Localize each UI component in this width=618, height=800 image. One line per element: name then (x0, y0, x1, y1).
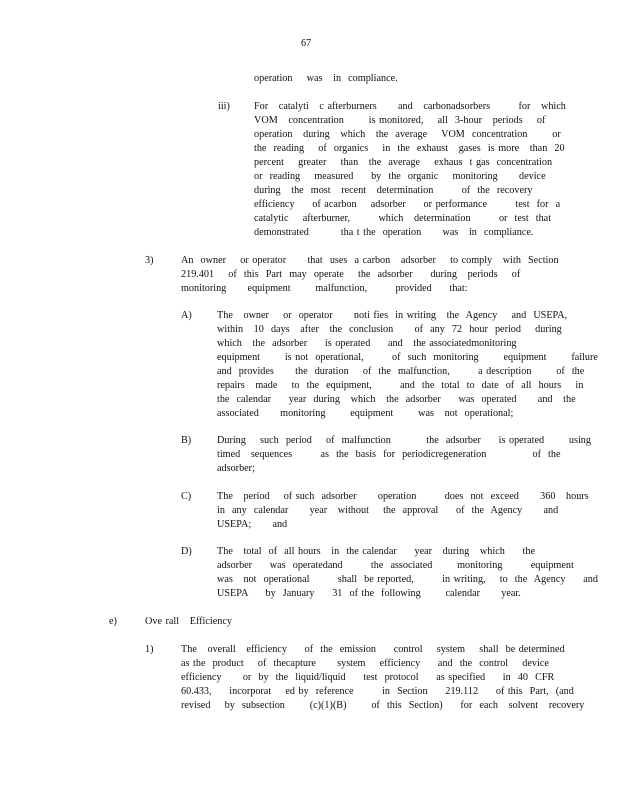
paragraph-line: The total of all hours in the calendar year during which the (217, 546, 535, 557)
continuation-line: operation was in compliance. (254, 73, 398, 84)
paragraph-line: For catalyti c afterburners and carbonadsorbers for which (254, 101, 566, 112)
item-C-label: C) (181, 491, 192, 502)
paragraph-line: efficiency of acarbon adsorber or performance test for a (254, 199, 561, 210)
paragraph-line: demonstrated tha t the operation was in compliance. (254, 227, 534, 238)
paragraph-line: was not operational shall be reported, in writing, to the Agency and (217, 574, 598, 585)
paragraph-line: in any calendar year without the approval of the Agency and (217, 505, 559, 516)
paragraph-line: VOM concentration is monitored, all 3-hour periods of (254, 115, 546, 126)
item-3-paragraph (181, 254, 559, 296)
paragraph-line: During such period of malfunction the adsorber is operated using (217, 435, 591, 446)
paragraph-line: 219.401 of this Part may operate the adsorber during periods of (181, 269, 521, 280)
paragraph-line: and provides the duration of the malfunction, a description of the (217, 366, 585, 377)
item-e-heading: Ove rall Efficiency (145, 616, 232, 627)
paragraph-line: An owner or operator that uses a carbon adsorber to comply with Section (181, 255, 559, 266)
paragraph-line: associated monitoring equipment was not operational; (217, 408, 514, 419)
item-D-paragraph (217, 545, 598, 601)
item-3-label: 3) (145, 255, 154, 266)
item-B-label: B) (181, 435, 192, 446)
item-C-paragraph (217, 490, 589, 532)
paragraph-line: the reading of organics in the exhaust gases is more than 20 (254, 143, 565, 154)
paragraph-line: catalytic afterburner, which determination or test that (254, 213, 552, 224)
paragraph-line: The overall efficiency of the emission control system shall be determined (181, 644, 565, 655)
paragraph-line: USEPA by January 31 of the following calendar year. (217, 588, 521, 599)
paragraph-line: monitoring equipment malfunction, provided that: (181, 283, 468, 294)
paragraph-line: repairs made to the equipment, and the total to date of all hours in (217, 380, 584, 391)
item-iii-label: iii) (218, 101, 230, 112)
paragraph-line: within 10 days after the conclusion of any 72 hour period during (217, 324, 562, 335)
paragraph-line: which the adsorber is operated and the associatedmonitoring (217, 338, 517, 349)
paragraph-line: equipment is not operational, of such monitoring equipment failure (217, 352, 598, 363)
item-iii-paragraph (254, 100, 566, 240)
paragraph-line: adsorber; (217, 463, 255, 474)
paragraph-line: The owner or operator noti fies in writing the Agency and USEPA, (217, 310, 568, 321)
paragraph-line: during the most recent determination of the recovery (254, 185, 533, 196)
paragraph-line: The period of such adsorber operation does not exceed 360 hours (217, 491, 589, 502)
item-1-label: 1) (145, 644, 154, 655)
item-A-paragraph (217, 309, 598, 421)
page-number: 67 (301, 38, 312, 49)
paragraph-line: as the product of thecapture system efficiency and the control device (181, 658, 549, 669)
item-e-label: e) (109, 616, 117, 627)
paragraph-line: revised by subsection (c)(1)(B) of this Section) for each solvent recovery (181, 700, 585, 711)
paragraph-line: 60.433, incorporat ed by reference in Section 219.112 of this Part, (and (181, 686, 574, 697)
paragraph-line: efficiency or by the liquid/liquid test protocol as specified in 40 CFR (181, 672, 555, 683)
paragraph-line: or reading measured by the organic monitoring device (254, 171, 546, 182)
paragraph-line: operation during which the average VOM concentration or (254, 129, 561, 140)
paragraph-line: percent greater than the average exhaus t gas concentration (254, 157, 553, 168)
item-1-paragraph (181, 643, 584, 713)
paragraph-line: adsorber was operatedand the associated monitoring equipment (217, 560, 574, 571)
paragraph-line: USEPA; and (217, 519, 288, 530)
item-B-paragraph (217, 434, 591, 476)
paragraph-line: the calendar year during which the adsorber was operated and the (217, 394, 576, 405)
item-D-label: D) (181, 546, 192, 557)
paragraph-line: timed sequences as the basis for periodicregeneration of the (217, 449, 561, 460)
item-A-label: A) (181, 310, 192, 321)
